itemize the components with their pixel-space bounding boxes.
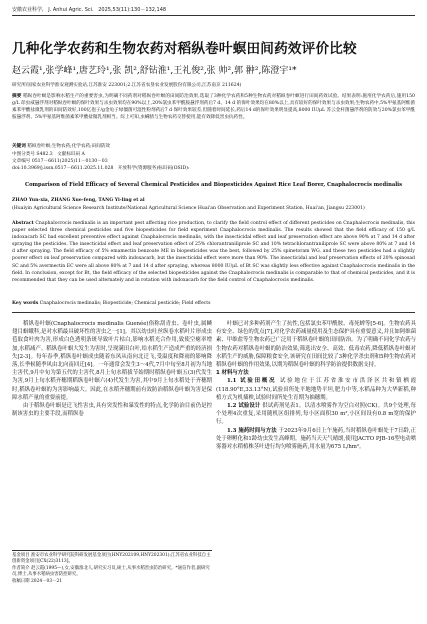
journal-name-en: J. Anhui Agric. Sci.: [48, 7, 94, 13]
keywords-cn-text: 稻纵卷叶螟;生物农药;化学农药;田间防效: [27, 144, 111, 149]
subsection-1-1-text: 试验地位于江苏省淮安市洪泽区共和镇栖霞(118.90°E,33.13°N),试验田所处平地地势平坦,肥力中等,水稻品种为大华新稻,种植方式为机插秧,试验时间所处生育期为抽穗期。: [216, 378, 416, 401]
subsection-1-1: [216, 377, 416, 402]
footnote-rule: [12, 550, 212, 551]
osid-label: 开放科学(资源服务)标识码(OSID):: [117, 166, 190, 171]
article-number: 文章编号 0517－6611(2025)11－0130－03: [12, 159, 108, 164]
abstract-cn: [12, 93, 415, 121]
clc-number: 中图分类号 S482.3: [12, 152, 53, 157]
document-code: 文献标识码 A: [57, 152, 85, 157]
keywords-en: [12, 300, 415, 307]
footnote-received-date: 收稿日期 2024－03－21: [12, 578, 63, 584]
footnote-funding: 基金项目 淮安市农业科学研究院科研发展基金项目(HNY202109,HNY202301);江苏省农业科技自主创新资金项目[CX(22)3113]。: [12, 553, 211, 565]
abstract-en-text: Cnaphalocrocis medinalis is an important pest affecting rice production, to clarify the field control effect of different pesticides on Cnaphalocrocis medinalis, this paper selected three chemical pesticides and five biopesticides for field experiment Cnaphalocrocis medinalis. The results showed that the field efficacy of 150 g/L indoxacarb SC had excellent preventive effect against Cnaphalocrocis medinalis, with the insecticidal effect and leaf preservation effect are above 90% at 7 and 14 d after spraying the pesticides. The insecticidal effect and leaf preservation effect of 25% chlorantraniliprole SC and 10% tetrachlorantraniliprole SC were above 80% at 7 and 14 d after spraying. The field efficacy of 5% emamectin benzoate ME in biopesticides was the best, followed by 25% spinetoram WG, and these two pesticides had a slightly poorer effect on leaf preservation compared with indoxacarb, but the insecticidal effect were more than 90%. The insecticidal and leaf preservation effects of 20% spinosad SC and 5% avermectin EC were all above 80% at 7 and 14 d after spraying, whereas 8000 IU/μL of Bt SC was slightly less effective against Cnaphalocrocis medinalis in the field. In conclusion, except for Bt, the field efficacy of the selected biopesticides against the Cnaphalocrocis medinalis is comparable to that of chemical pesticides, and it is recommended that they can be used alternately and in rotation with indoxacarb for the field control of Cnaphalocrocis medinalis.: [12, 221, 416, 283]
running-head: [12, 6, 169, 13]
keywords-cn-label: 关键词: [12, 144, 26, 149]
abstract-en-label: Abstract: [12, 221, 34, 226]
subsection-1-1-heading: 1.1 试验田概况: [227, 378, 277, 385]
subsection-1-3-text: 于2023年9月6日上午施药,当时稻纵卷叶螟处于7日龄,正处于卵孵化和1龄幼虫发生高峰期。施药当天天气晴朗,使用JACTO PJB-16型电动喷雾器对水稻植株茎叶进行均匀喷雾施药,用水量为675 L/hm²。: [216, 427, 416, 451]
abstract-rule: [12, 312, 415, 313]
right-column: [216, 320, 416, 451]
journal-name-cn: 安徽农业科学,: [12, 7, 44, 13]
abstract-cn-text: 稻纵卷叶螟是影响水稻生产的重要害虫,为明确不同药剂对稻纵卷叶螟的田间防治效果,选取了3种化学农药和5种生物农药对稻纵卷叶螟进行田间药效试验。结果表明:施用化学农药后,施用150 g/L 茚虫威悬浮剂对稻纵卷叶螟的保叶效果与杀虫效果均在90%以上,20%氯虫苯甲酰胺悬浮剂药后7 d、14 d 的保叶效果均在80%以上,具有较好的保叶效果与杀虫效果;生物农药中,5%甲氨基阿维菌素苯甲酸盐微乳剂的田间防效好,100亿孢子/g金龟子绿僵菌可湿性粉剂药后7 d 保叶效果较差,但随着时间延长,药后14 d的保叶效果明显提高,8000 IU/μL 苏云金杆菌悬浮剂的防效与20%氯虫苯甲酰胺悬浮剂、5%甲氨基阿维菌素苯甲酸盐微乳剂相当。综上可知,虫螨腈与生物农药交替使用,能有效降低害虫抗药性。: [12, 94, 415, 121]
citation: 2025,53(11):130－132,148: [98, 7, 167, 13]
paper-title: 几种化学农药和生物农药对稻纵卷叶螟田间药效评价比较: [12, 41, 357, 57]
subsection-1-2: [216, 402, 416, 427]
affiliation-cn: 研究所/国家农业科学淮安观测实验站,江苏淮安 223001;2.江苏省农垦农业发展股份有限公司,江苏南京 211624): [12, 83, 242, 88]
subsection-1-2-text: 供试药剂见表1。以清水喷雾作为空白对照(CK)。共9个处理,每个处理4次重复,采用随机区组排列,每小区面积30 m²,小区间设有0.8 m宽的保护行。: [216, 403, 416, 426]
doi-row: [12, 165, 415, 172]
abstract-en: [12, 220, 415, 284]
english-affiliation: (Huaiyin Agricultural Science Research Institute/National Agricultural Science Huai'an Observation and Experiment Station, Huai'an, Jiangsu 223001): [12, 206, 365, 211]
subsection-1-3-heading: 1.3 施药时间与方法: [227, 427, 277, 434]
intro-paragraph-2: 由于稻纵卷叶螟是迁飞性害虫,具有突发性和暴发性的特点,化学防治目前仍是控制该害虫的主要手段,而稻纵卷: [12, 403, 212, 418]
keywords-cn: [12, 143, 415, 150]
subsection-1-3: [216, 427, 416, 452]
keywords-en-label: Key words: [12, 301, 39, 306]
abstract-cn-label: 摘要: [12, 94, 22, 99]
authors-cn: 赵云霞¹,张学峰¹,唐艺玲¹,张 凯²,舒钻淮¹,王礼俊²,张 帅²,郭 翀²,陈澄宇¹*: [12, 66, 297, 76]
footnotes: [12, 553, 212, 585]
intro-paragraph-1: 稻纵卷叶螟(Cnaphalocrocis medinalis Guenée)俗称刮青虫、卷叶虫,属鳞翅目螟蛾科,是对水稻最具破坏性的害虫之一[1]。其以幼虫吐丝纵卷水稻叶片形成虫苞取食叶肉为害,形成白色透明条斑导致叶片枯白,影响水稻光合作用,致使空瘪率增加,水稻减产。稻纵卷叶螟大发生为害时,呈现满田白叶,给水稻生产造成严重的经济损失[2-3]。每年春季,稻纵卷叶螟成虫随着东风从南向北迁飞,受温度和降雨的影响降落,长季候随季风由北向南回迁[4]。一年通常会发生3～4代,7月中旬至8月初为当地主害代,9月中旬为第五代的主害代,8月上旬水稻拔节始期时稻纵卷叶螟五(3)代发生为害,9月上旬水稻齐穗期稻纵卷叶螟六(4)代发生为害,其中9月上旬水稻处于齐穗期时,稻纵卷叶螟的为害影响最大。因此,在水稻齐穗期前有效防治稻纵卷叶螟为害是保障水稻产量的重要前提。: [12, 321, 212, 401]
footnote-author-bio: 作者简介 赵云霞(1995—),女,安徽淮北人,研究实习员,硕士,从事水稻害虫防治研究。*通信作者,副研究员,博士,从事水稻病虫害防控研究。: [12, 565, 210, 578]
header-rule: [12, 15, 415, 16]
doi[interactable]: doi:10.3969/j.issn.0517－6611.2025.11.028: [12, 166, 114, 171]
subsection-1-2-heading: 1.2 试验设计: [227, 403, 261, 410]
section-heading-1: 1 材料与方法: [216, 370, 249, 377]
intro-paragraph-3: 叶螟已对多种药剂产生了抗性,包括氯虫苯甲酰胺、毒死蜱等[5-6]。生物农药具有安全、绿色的优点[7],对化学农药减量使用及生态保护具有重要意义,并且如阿维菌素、甲维盐等生物农药已广泛用于稻纵卷叶螟的田间防治。为了明确不同化学农药与生物农药对稻纵卷叶螟的防治效果,筛选出安全、高效、低毒农药,降低稻纵卷叶螟对水稻生产的威胁,保障粮食安全,该研究在田间比较了3种化学杀虫剂和5种生物农药对稻纵卷叶螟的作用效果,以期为稻纵卷叶螟的科学防治提供数据支持。: [216, 321, 416, 369]
keywords-en-text: Cnaphalocrocis medinalis; Biopesticide; Chemical pesticide; Field effects: [39, 301, 211, 306]
english-authors: ZHAO Yun-xia, ZHANG Xue-feng, TANG Yi-ling et al: [12, 198, 145, 203]
left-column: [12, 320, 212, 418]
english-title: Comparison of Field Efficacy of Several Chemical Pesticides and Biopesticides Against Rice Leaf Borer, Cnaphalocrocis medinalis: [24, 182, 403, 188]
